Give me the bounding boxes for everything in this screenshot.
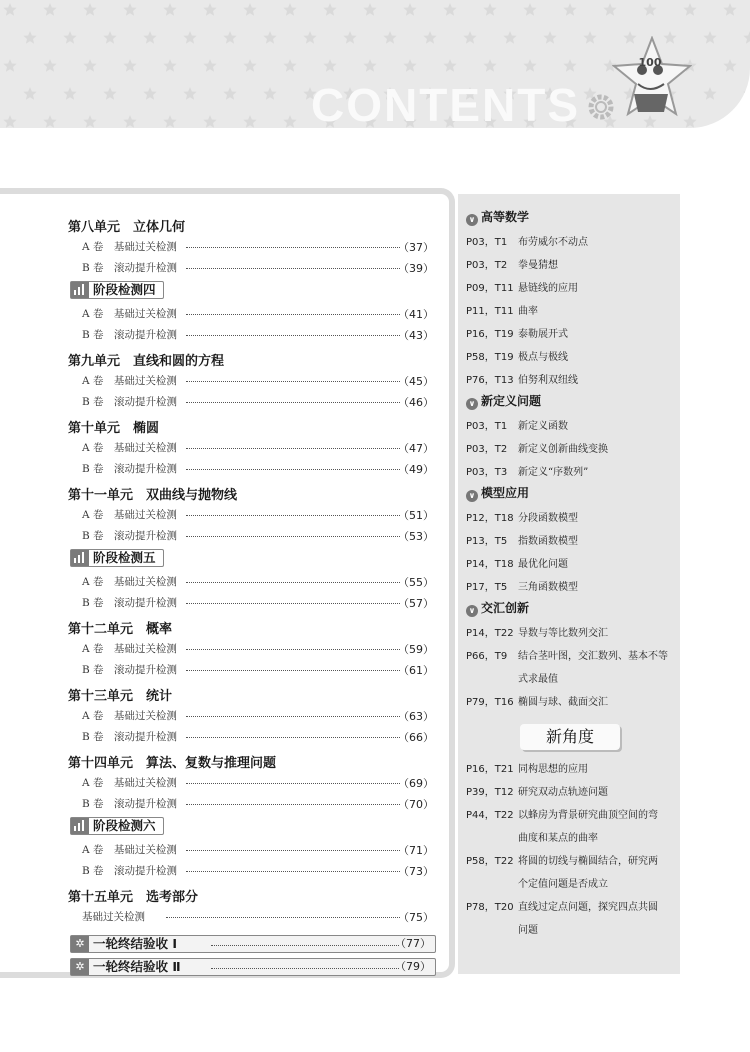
topic-title-line: 泰勒展开式 — [518, 329, 568, 340]
topic-title — [518, 804, 678, 850]
star-decoration — [243, 59, 256, 72]
toc-entry-label: B 卷 滚动提升检测 — [82, 865, 178, 877]
topic-code: P76，T13 — [466, 375, 514, 386]
star-decoration — [3, 115, 16, 128]
section-heading-label: 交汇创新 — [481, 601, 530, 615]
star-decoration — [223, 87, 236, 100]
topic-code: P16，T21 — [466, 764, 514, 775]
dot-leader — [186, 268, 400, 269]
topic-item[interactable] — [466, 781, 678, 804]
new-angle-heading: 新角度 — [520, 724, 620, 750]
toc-page-number: （79） — [395, 960, 431, 973]
page-title: CONTENTS — [311, 79, 580, 128]
star-decoration — [603, 3, 616, 16]
star-decoration — [483, 59, 496, 72]
topic-title-line: 最优化问题 — [518, 559, 568, 570]
toc-entry[interactable] — [82, 708, 434, 724]
topic-title-line: 直线过定点问题，探究四点共圆 — [518, 902, 658, 913]
topic-item[interactable] — [466, 369, 678, 392]
topic-code: P14，T18 — [466, 559, 514, 570]
unit-title[interactable]: 第八单元 立体几何 — [68, 220, 186, 235]
toc-page-number: （59） — [398, 643, 434, 656]
topic-title-line: 布劳威尔不动点 — [518, 237, 588, 248]
toc-entry-label: B 卷 滚动提升检测 — [82, 530, 178, 542]
topic-title — [518, 576, 678, 599]
toc-page-number: （47） — [398, 442, 434, 455]
topic-title-line: 研究双动点轨迹问题 — [518, 787, 608, 798]
toc-entry-label: A 卷 基础过关检测 — [82, 241, 177, 253]
topic-title-line: 拳曼猜想 — [518, 260, 558, 271]
star-decoration — [103, 31, 116, 44]
star-decoration — [523, 3, 536, 16]
dot-leader — [186, 649, 400, 650]
topic-title — [518, 530, 678, 553]
star-decoration — [63, 87, 76, 100]
topic-item[interactable] — [466, 346, 678, 369]
toc-entry[interactable] — [82, 641, 434, 657]
final-review-entry[interactable] — [70, 958, 436, 976]
dot-leader — [186, 448, 400, 449]
star-decoration — [163, 3, 176, 16]
topic-code: P13，T5 — [466, 536, 508, 547]
final-review-entry[interactable] — [70, 935, 436, 953]
topic-code: P39，T12 — [466, 787, 514, 798]
topic-title — [518, 415, 678, 438]
topic-item[interactable] — [466, 507, 678, 530]
star-decoration — [123, 3, 136, 16]
chevron-down-icon: ∨ — [466, 490, 478, 502]
star-decoration — [83, 3, 96, 16]
toc-entry[interactable] — [82, 306, 434, 322]
topic-title — [518, 254, 678, 277]
topic-title-line: 问题 — [518, 925, 538, 936]
topic-title — [518, 369, 678, 392]
star-decoration — [343, 31, 356, 44]
dot-leader — [186, 737, 400, 738]
toc-page-number: （73） — [398, 865, 434, 878]
topic-title — [518, 896, 678, 942]
topic-title — [518, 850, 678, 896]
topic-title-line: 伯努利双纽线 — [518, 375, 578, 386]
topic-title — [518, 645, 678, 691]
topic-item[interactable] — [466, 254, 678, 277]
toc-entry[interactable] — [82, 373, 434, 389]
topic-title — [518, 277, 678, 300]
table-of-contents-panel — [0, 188, 455, 978]
star-decoration — [243, 3, 256, 16]
toc-page-number: （39） — [398, 262, 434, 275]
topic-item[interactable] — [466, 645, 678, 691]
topic-title-line: 以蜂房为背景研究曲顶空间的弯 — [518, 810, 658, 821]
topic-item[interactable] — [466, 896, 678, 942]
star-decoration — [403, 59, 416, 72]
section-heading-label: 高等数学 — [481, 210, 530, 224]
topic-code: P79，T16 — [466, 697, 514, 708]
star-decoration — [323, 3, 336, 16]
toc-entry-label: A 卷 基础过关检测 — [82, 710, 177, 722]
star-decoration — [163, 59, 176, 72]
topic-title-line: 新定义函数 — [518, 421, 568, 432]
topic-title — [518, 231, 678, 254]
toc-page-number: （55） — [398, 576, 434, 589]
topic-item[interactable] — [466, 850, 678, 896]
star-decoration — [263, 31, 276, 44]
topic-title-line: 曲度和某点的曲率 — [518, 833, 598, 844]
star-decoration — [583, 31, 596, 44]
section-heading-label: 新定义问题 — [481, 394, 542, 408]
topic-code: P17，T5 — [466, 582, 508, 593]
gear-badge-icon: ✲ — [71, 959, 89, 975]
toc-page-number: （41） — [398, 308, 434, 321]
topic-title-line: 同构思想的应用 — [518, 764, 588, 775]
star-decoration — [243, 115, 256, 128]
topic-title — [518, 758, 678, 781]
stage-test-label: 阶段检测五 — [93, 550, 156, 565]
star-decoration — [43, 3, 56, 16]
star-decoration — [323, 59, 336, 72]
dot-leader — [186, 381, 400, 382]
topic-title — [518, 438, 678, 461]
topic-code: P09，T11 — [466, 283, 514, 294]
topic-title-line: 指数函数模型 — [518, 536, 578, 547]
dot-leader — [186, 402, 400, 403]
topic-item[interactable] — [466, 758, 678, 781]
toc-entry[interactable] — [82, 260, 434, 276]
star-decoration — [43, 59, 56, 72]
dot-leader — [186, 469, 400, 470]
toc-entry-label: B 卷 滚动提升检测 — [82, 798, 178, 810]
star-decoration — [363, 3, 376, 16]
star-decoration — [283, 59, 296, 72]
toc-entry[interactable] — [82, 662, 434, 678]
toc-entry-label: B 卷 滚动提升检测 — [82, 396, 178, 408]
toc-entry[interactable] — [82, 863, 434, 879]
topic-title-line: 个定值问题是否成立 — [518, 879, 608, 890]
sidebar-section-heading[interactable] — [466, 208, 529, 226]
topic-title — [518, 300, 678, 323]
chevron-down-icon: ∨ — [466, 398, 478, 410]
star-decoration — [443, 59, 456, 72]
dot-leader — [186, 804, 400, 805]
toc-entry[interactable] — [82, 394, 434, 410]
final-review-label: 一轮终结验收 Ⅰ — [93, 936, 178, 951]
dot-leader — [186, 871, 400, 872]
topic-item[interactable] — [466, 231, 678, 254]
toc-page-number: （71） — [398, 844, 434, 857]
topic-title-line: 悬链线的应用 — [518, 283, 578, 294]
toc-entry-label: 基础过关检测 — [82, 911, 145, 923]
toc-entry[interactable] — [82, 528, 434, 544]
toc-entry[interactable] — [82, 796, 434, 812]
bar-chart-icon — [71, 818, 89, 834]
topic-title — [518, 323, 678, 346]
toc-page-number: （69） — [398, 777, 434, 790]
star-decoration — [23, 31, 36, 44]
topic-item[interactable] — [466, 691, 678, 714]
stage-test-label: 阶段检测四 — [93, 282, 156, 297]
toc-entry[interactable] — [82, 729, 434, 745]
toc-entry-label: B 卷 滚动提升检测 — [82, 597, 178, 609]
stage-test-heading[interactable] — [70, 281, 164, 299]
topic-code: P12，T18 — [466, 513, 514, 524]
topic-title-line: 新定义“序数列” — [518, 467, 589, 478]
unit-title[interactable]: 第十三单元 统计 — [68, 689, 173, 704]
toc-entry[interactable] — [82, 842, 434, 858]
star-decoration — [723, 3, 736, 16]
sidebar-section-heading[interactable] — [466, 599, 529, 617]
star-decoration — [103, 87, 116, 100]
topic-code: P58，T22 — [466, 856, 514, 867]
star-decoration — [463, 31, 476, 44]
topic-title-line: 分段函数模型 — [518, 513, 578, 524]
toc-entry[interactable] — [82, 440, 434, 456]
toc-page-number: （49） — [398, 463, 434, 476]
topic-item[interactable] — [466, 530, 678, 553]
topic-item[interactable] — [466, 277, 678, 300]
dot-leader — [211, 968, 399, 969]
star-decoration — [643, 3, 656, 16]
star-decoration — [383, 31, 396, 44]
toc-page-number: （45） — [398, 375, 434, 388]
dot-leader — [186, 670, 400, 671]
toc-page-number: （57） — [398, 597, 434, 610]
star-decoration — [543, 31, 556, 44]
topic-item[interactable] — [466, 553, 678, 576]
star-decoration — [83, 59, 96, 72]
toc-entry[interactable] — [82, 461, 434, 477]
unit-title[interactable]: 第十一单元 双曲线与抛物线 — [68, 488, 238, 503]
topic-title-line: 式求最值 — [518, 674, 558, 685]
section-heading-label: 模型应用 — [481, 486, 530, 500]
topic-title — [518, 622, 678, 645]
toc-page-number: （63） — [398, 710, 434, 723]
star-decoration — [203, 3, 216, 16]
toc-entry-label: A 卷 基础过关检测 — [82, 844, 177, 856]
unit-title[interactable]: 第十四单元 算法、复数与推理问题 — [68, 756, 277, 771]
toc-entry-label: A 卷 基础过关检测 — [82, 509, 177, 521]
toc-entry-label: A 卷 基础过关检测 — [82, 643, 177, 655]
toc-entry-label: A 卷 基础过关检测 — [82, 576, 177, 588]
star-decoration — [203, 59, 216, 72]
topic-item[interactable] — [466, 576, 678, 599]
star-decoration — [83, 115, 96, 128]
dot-leader — [211, 945, 399, 946]
topic-code: P44，T22 — [466, 810, 514, 821]
star-decoration — [203, 115, 216, 128]
topic-title-line: 三角函数模型 — [518, 582, 578, 593]
star-decoration — [503, 31, 516, 44]
star-decoration — [743, 87, 750, 100]
mascot-badge-text: 100 — [638, 56, 662, 69]
topic-title — [518, 346, 678, 369]
stage-test-label: 阶段检测六 — [93, 818, 156, 833]
topic-item[interactable] — [466, 461, 678, 484]
dot-leader — [186, 783, 400, 784]
topic-code: P03，T2 — [466, 260, 508, 271]
unit-title[interactable]: 第十单元 椭圆 — [68, 421, 160, 436]
star-decoration — [363, 59, 376, 72]
topic-code: P66，T9 — [466, 651, 508, 662]
star-decoration — [303, 31, 316, 44]
star-decoration — [723, 115, 736, 128]
star-decoration — [703, 87, 716, 100]
toc-page-number: （53） — [398, 530, 434, 543]
unit-title[interactable]: 第九单元 直线和圆的方程 — [68, 354, 225, 369]
topic-title-line: 将圆的切线与椭圆结合，研究两 — [518, 856, 658, 867]
topic-title — [518, 553, 678, 576]
dot-leader — [186, 850, 400, 851]
highlights-sidebar — [458, 194, 680, 974]
topic-code: P58，T19 — [466, 352, 514, 363]
star-decoration — [523, 59, 536, 72]
star-decoration — [3, 59, 16, 72]
star-decoration — [223, 31, 236, 44]
sidebar-section-heading[interactable] — [466, 484, 529, 502]
topic-item[interactable] — [466, 622, 678, 645]
topic-item[interactable] — [466, 323, 678, 346]
star-decoration — [143, 31, 156, 44]
star-decoration — [283, 115, 296, 128]
star-decoration — [703, 31, 716, 44]
topic-code: P03，T1 — [466, 421, 508, 432]
topic-code: P11，T11 — [466, 306, 514, 317]
toc-entry[interactable] — [82, 507, 434, 523]
toc-entry-label: A 卷 基础过关检测 — [82, 442, 177, 454]
unit-title[interactable]: 第十五单元 选考部分 — [68, 890, 199, 905]
topic-item[interactable] — [466, 300, 678, 323]
toc-entry-label: B 卷 滚动提升检测 — [82, 262, 178, 274]
toc-entry-label: B 卷 滚动提升检测 — [82, 329, 178, 341]
topic-code: P03，T3 — [466, 467, 508, 478]
toc-entry[interactable] — [82, 909, 434, 925]
star-decoration — [423, 31, 436, 44]
toc-page-number: （51） — [398, 509, 434, 522]
toc-entry-label: A 卷 基础过关检测 — [82, 777, 177, 789]
star-decoration — [23, 87, 36, 100]
sidebar-section-heading[interactable] — [466, 392, 541, 410]
contents-header-banner — [0, 0, 750, 128]
stage-test-heading[interactable] — [70, 549, 164, 567]
star-decoration — [563, 59, 576, 72]
chevron-down-icon: ∨ — [466, 214, 478, 226]
dot-leader — [186, 603, 400, 604]
topic-item[interactable] — [466, 438, 678, 461]
topic-code: P03，T2 — [466, 444, 508, 455]
star-decoration — [123, 59, 136, 72]
gear-badge-icon: ✲ — [71, 936, 89, 952]
topic-title-line: 导数与等比数列交汇 — [518, 628, 608, 639]
toc-entry-label: B 卷 滚动提升检测 — [82, 463, 178, 475]
chevron-down-icon: ∨ — [466, 605, 478, 617]
star-decoration — [403, 3, 416, 16]
star-decoration — [283, 3, 296, 16]
star-decoration — [43, 115, 56, 128]
toc-page-number: （66） — [398, 731, 434, 744]
dot-leader — [186, 716, 400, 717]
star-decoration — [183, 31, 196, 44]
toc-entry-label: B 卷 滚动提升检测 — [82, 664, 178, 676]
toc-entry-label: A 卷 基础过关检测 — [82, 375, 177, 387]
dot-leader — [186, 582, 400, 583]
dot-leader — [186, 335, 400, 336]
topic-title-line: 结合茎叶图，交汇数列、基本不等 — [518, 651, 668, 662]
topic-title-line: 新定义创新曲线变换 — [518, 444, 608, 455]
star-decoration — [263, 87, 276, 100]
dot-leader — [186, 314, 400, 315]
topic-code: P16，T19 — [466, 329, 514, 340]
topic-code: P14，T22 — [466, 628, 514, 639]
toc-entry[interactable] — [82, 595, 434, 611]
star-decoration — [723, 59, 736, 72]
star-decoration — [143, 87, 156, 100]
dot-leader — [166, 917, 400, 918]
toc-page-number: （70） — [398, 798, 434, 811]
star-decoration — [163, 115, 176, 128]
topic-title — [518, 781, 678, 804]
star-decoration — [63, 31, 76, 44]
unit-title[interactable]: 第十二单元 概率 — [68, 622, 173, 637]
toc-entry[interactable] — [82, 574, 434, 590]
toc-entry[interactable] — [82, 775, 434, 791]
star-decoration — [563, 3, 576, 16]
topic-code: P78，T20 — [466, 902, 514, 913]
final-review-label: 一轮终结验收 Ⅱ — [93, 959, 181, 974]
topic-title — [518, 507, 678, 530]
toc-page-number: （43） — [398, 329, 434, 342]
star-decoration — [443, 3, 456, 16]
topic-title-line: 极点与极线 — [518, 352, 568, 363]
topic-title-line: 椭圆与球、截面交汇 — [518, 697, 608, 708]
star-decoration — [183, 87, 196, 100]
toc-page-number: （75） — [398, 911, 434, 924]
dot-leader — [186, 515, 400, 516]
toc-entry-label: A 卷 基础过关检测 — [82, 308, 177, 320]
toc-entry[interactable] — [82, 239, 434, 255]
toc-page-number: （77） — [395, 937, 431, 950]
stage-test-heading[interactable] — [70, 817, 164, 835]
star-decoration — [483, 3, 496, 16]
dot-leader — [186, 536, 400, 537]
dot-leader — [186, 247, 400, 248]
toc-page-number: （37） — [398, 241, 434, 254]
toc-entry-label: B 卷 滚动提升检测 — [82, 731, 178, 743]
toc-entry[interactable] — [82, 327, 434, 343]
topic-code: P03，T1 — [466, 237, 508, 248]
topic-title-line: 曲率 — [518, 306, 538, 317]
bar-chart-icon — [71, 282, 89, 298]
topic-item[interactable] — [466, 804, 678, 850]
star-decoration — [743, 31, 750, 44]
star-decoration — [3, 3, 16, 16]
toc-page-number: （61） — [398, 664, 434, 677]
toc-page-number: （46） — [398, 396, 434, 409]
topic-title — [518, 461, 678, 484]
star-mascot-icon — [612, 36, 692, 120]
topic-title — [518, 691, 678, 714]
star-decoration — [123, 115, 136, 128]
topic-item[interactable] — [466, 415, 678, 438]
star-decoration — [683, 3, 696, 16]
bar-chart-icon — [71, 550, 89, 566]
